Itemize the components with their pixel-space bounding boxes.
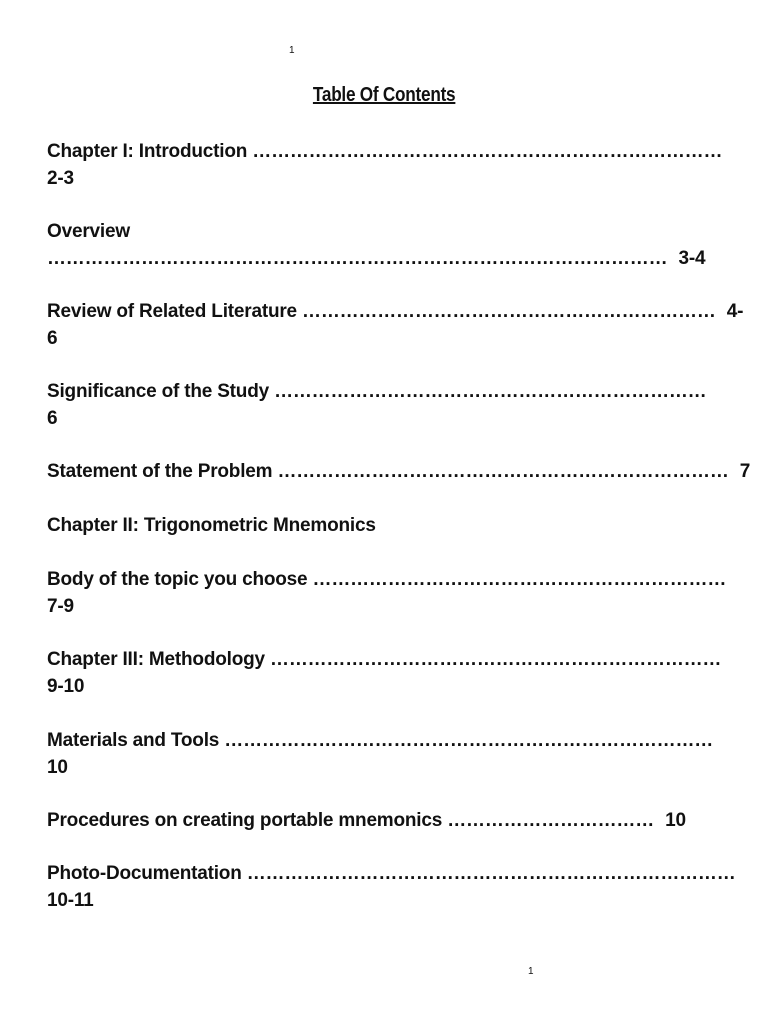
page-number-bottom: 1 bbox=[528, 966, 534, 977]
toc-entry-label: Significance of the Study bbox=[47, 381, 269, 402]
toc-entry-page: 6 bbox=[47, 408, 58, 429]
toc-entry-label: Materials and Tools bbox=[47, 730, 220, 751]
toc-entry-page: 7 bbox=[739, 461, 751, 482]
toc-entry-line bbox=[47, 646, 727, 673]
toc-entry-page: 10-11 bbox=[47, 890, 94, 911]
toc-entry-chapter-3 bbox=[47, 646, 727, 700]
toc-entry-review-literature bbox=[47, 298, 744, 352]
toc-entry-label: Procedures on creating portable mnemonics bbox=[47, 810, 443, 831]
toc-entry-overview bbox=[47, 218, 727, 272]
toc-entry-photo-documentation bbox=[47, 860, 736, 914]
toc-entry-materials-tools bbox=[47, 727, 727, 781]
toc-leader-dots: ………………………………………………………… bbox=[312, 569, 727, 590]
toc-entry-label: Overview bbox=[47, 221, 130, 242]
toc-entry-label: Chapter III: Methodology bbox=[47, 649, 265, 670]
toc-entry-line bbox=[47, 566, 727, 593]
toc-entry-page: 3-4 bbox=[678, 248, 706, 269]
toc-entry-line bbox=[47, 458, 751, 485]
toc-leader-dots: …………………………………………………………………… bbox=[246, 863, 736, 884]
toc-entry-label: Statement of the Problem bbox=[47, 461, 273, 482]
toc-entry-page: 2-3 bbox=[47, 168, 74, 189]
toc-entry-chapter-1 bbox=[47, 138, 727, 192]
toc-entry-page: 10 bbox=[47, 757, 68, 778]
toc-entry-label: Chapter II: Trigonometric Mnemonics bbox=[47, 515, 376, 536]
toc-entry-statement-problem bbox=[47, 458, 751, 485]
toc-entry-line bbox=[47, 807, 727, 834]
toc-leader-dots: ……………………………………………………………… bbox=[270, 649, 722, 670]
toc-leader-dots: …………………………………………………………………… bbox=[224, 730, 714, 751]
toc-leader-dots: …………………………… bbox=[447, 810, 655, 831]
toc-leader-dots: ……………………………………………………………………………………… bbox=[47, 248, 668, 269]
toc-entry-page: 4- bbox=[726, 301, 744, 322]
toc-entry-line bbox=[47, 298, 744, 325]
toc-entry-line bbox=[47, 860, 736, 887]
toc-leader-dots: ………………………………………………………… bbox=[302, 301, 716, 322]
page-title: Table Of Contents bbox=[312, 84, 456, 106]
toc-entry-line bbox=[47, 138, 727, 165]
toc-leader-dots: ……………………………………………………………… bbox=[277, 461, 729, 482]
toc-entry-page: 10 bbox=[665, 810, 686, 831]
toc-entry-line bbox=[47, 245, 727, 272]
toc-entry-label: Chapter I: Introduction bbox=[47, 141, 248, 162]
toc-entry-line bbox=[47, 727, 727, 754]
toc-entry-label: Photo-Documentation bbox=[47, 863, 242, 884]
toc-leader-dots: ………………………………………………………………… bbox=[252, 141, 723, 162]
toc-entry-significance bbox=[47, 378, 727, 432]
page-number-top: 1 bbox=[289, 45, 295, 56]
toc-leader-dots: …………………………………………………………… bbox=[274, 381, 707, 402]
toc-entry-procedures bbox=[47, 807, 727, 834]
toc-entry-page: 9-10 bbox=[47, 676, 85, 697]
toc-entry-label: Body of the topic you choose bbox=[47, 569, 308, 590]
toc-entry-page: 7-9 bbox=[47, 596, 74, 617]
toc-entry-body-topic bbox=[47, 566, 727, 620]
toc-entry-line bbox=[47, 378, 727, 405]
toc-entry-page-continued: 6 bbox=[47, 328, 58, 349]
toc-entry-label: Review of Related Literature bbox=[47, 301, 297, 322]
toc-entry-chapter-2 bbox=[47, 512, 727, 539]
